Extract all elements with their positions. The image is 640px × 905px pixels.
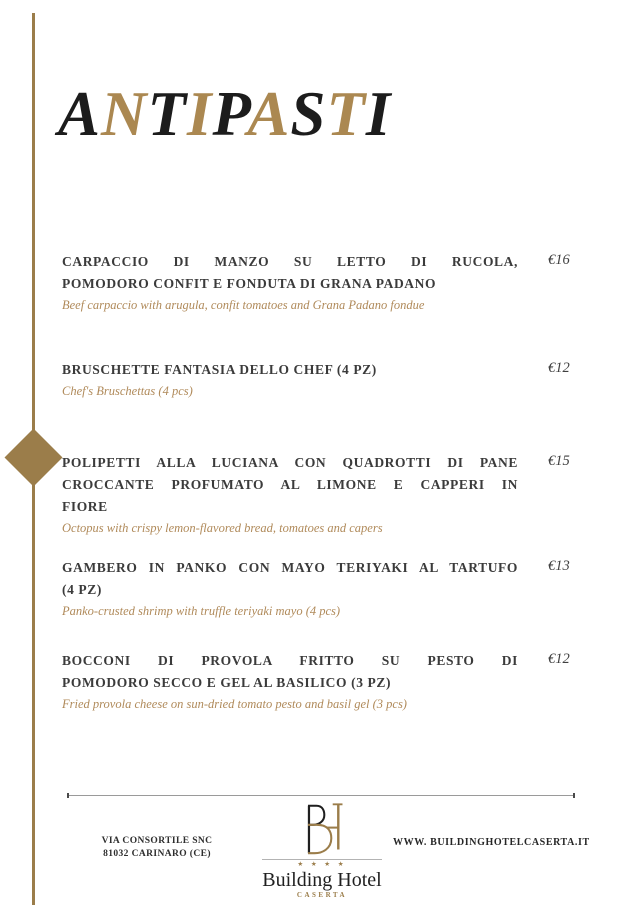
menu-item-text — [62, 557, 518, 619]
item-name-line: CARPACCIO DI MANZO SU LETTO DI RUCOLA, — [62, 254, 518, 269]
item-name-line: POLIPETTI ALLA LUCIANA CON QUADROTTI DI PANE — [62, 455, 518, 470]
gold-diamond — [5, 429, 63, 487]
item-name-line: CROCCANTE PROFUMATO AL LIMONE E CAPPERI IN — [62, 477, 518, 492]
menu-item-text — [62, 359, 518, 399]
menu-item-text — [62, 251, 518, 313]
item-name — [62, 557, 518, 601]
item-description: Chef's Bruschettas (4 pcs) — [62, 384, 193, 398]
menu-item — [62, 359, 578, 399]
address-line-2: 81032 CARINARO (CE) — [103, 849, 211, 859]
page-title: ANTIPASTI — [58, 79, 392, 149]
item-price: €12 — [548, 651, 570, 667]
item-price: €13 — [548, 558, 570, 574]
item-name-line: (4 PZ) — [62, 582, 102, 597]
hotel-name: Building Hotel — [262, 869, 382, 891]
item-name — [62, 452, 518, 518]
menu-item — [62, 650, 578, 712]
item-name-line: POMODORO CONFIT E FONDUTA DI GRANA PADANO — [62, 276, 437, 291]
item-description: Fried provola cheese on sun-dried tomato pesto and basil gel (3 pcs) — [62, 697, 407, 711]
item-price: €16 — [548, 252, 570, 268]
logo-divider — [262, 859, 382, 860]
item-name-line: GAMBERO IN PANKO CON MAYO TERIYAKI AL TARTUFO — [62, 560, 518, 575]
item-description: Beef carpaccio with arugula, confit tomatoes and Grana Padano fondue — [62, 298, 425, 312]
menu-item-text — [62, 650, 518, 712]
item-price: €12 — [548, 360, 570, 376]
item-name-line: BRUSCHETTE FANTASIA DELLO CHEF (4 PZ) — [62, 362, 377, 377]
item-description: Panko-crusted shrimp with truffle teriyaki mayo (4 pcs) — [62, 604, 341, 618]
address-line-1: VIA CONSORTILE SNC — [101, 836, 213, 846]
item-price: €15 — [548, 453, 570, 469]
menu-item — [62, 251, 578, 313]
footer-website: WWW. BUILDINGHOTELCASERTA.IT — [393, 837, 590, 848]
hotel-logo — [250, 802, 394, 900]
item-name-line: POMODORO SECCO E GEL AL BASILICO (3 PZ) — [62, 675, 392, 690]
footer-address — [72, 835, 242, 861]
item-name-line: BOCCONI DI PROVOLA FRITTO SU PESTO DI — [62, 653, 518, 668]
menu-item — [62, 452, 578, 536]
menu-item-text — [62, 452, 518, 536]
item-name-line: FIORE — [62, 499, 108, 514]
footer-divider — [67, 795, 575, 796]
item-name — [62, 359, 518, 381]
star-rating: ★ ★ ★ ★ — [297, 861, 347, 868]
hotel-city: CASERTA — [296, 891, 348, 899]
item-description: Octopus with crispy lemon-flavored bread, tomatoes and capers — [62, 521, 383, 535]
item-name — [62, 251, 518, 295]
menu-item — [62, 557, 578, 619]
bh-monogram-icon — [293, 802, 351, 856]
item-name — [62, 650, 518, 694]
